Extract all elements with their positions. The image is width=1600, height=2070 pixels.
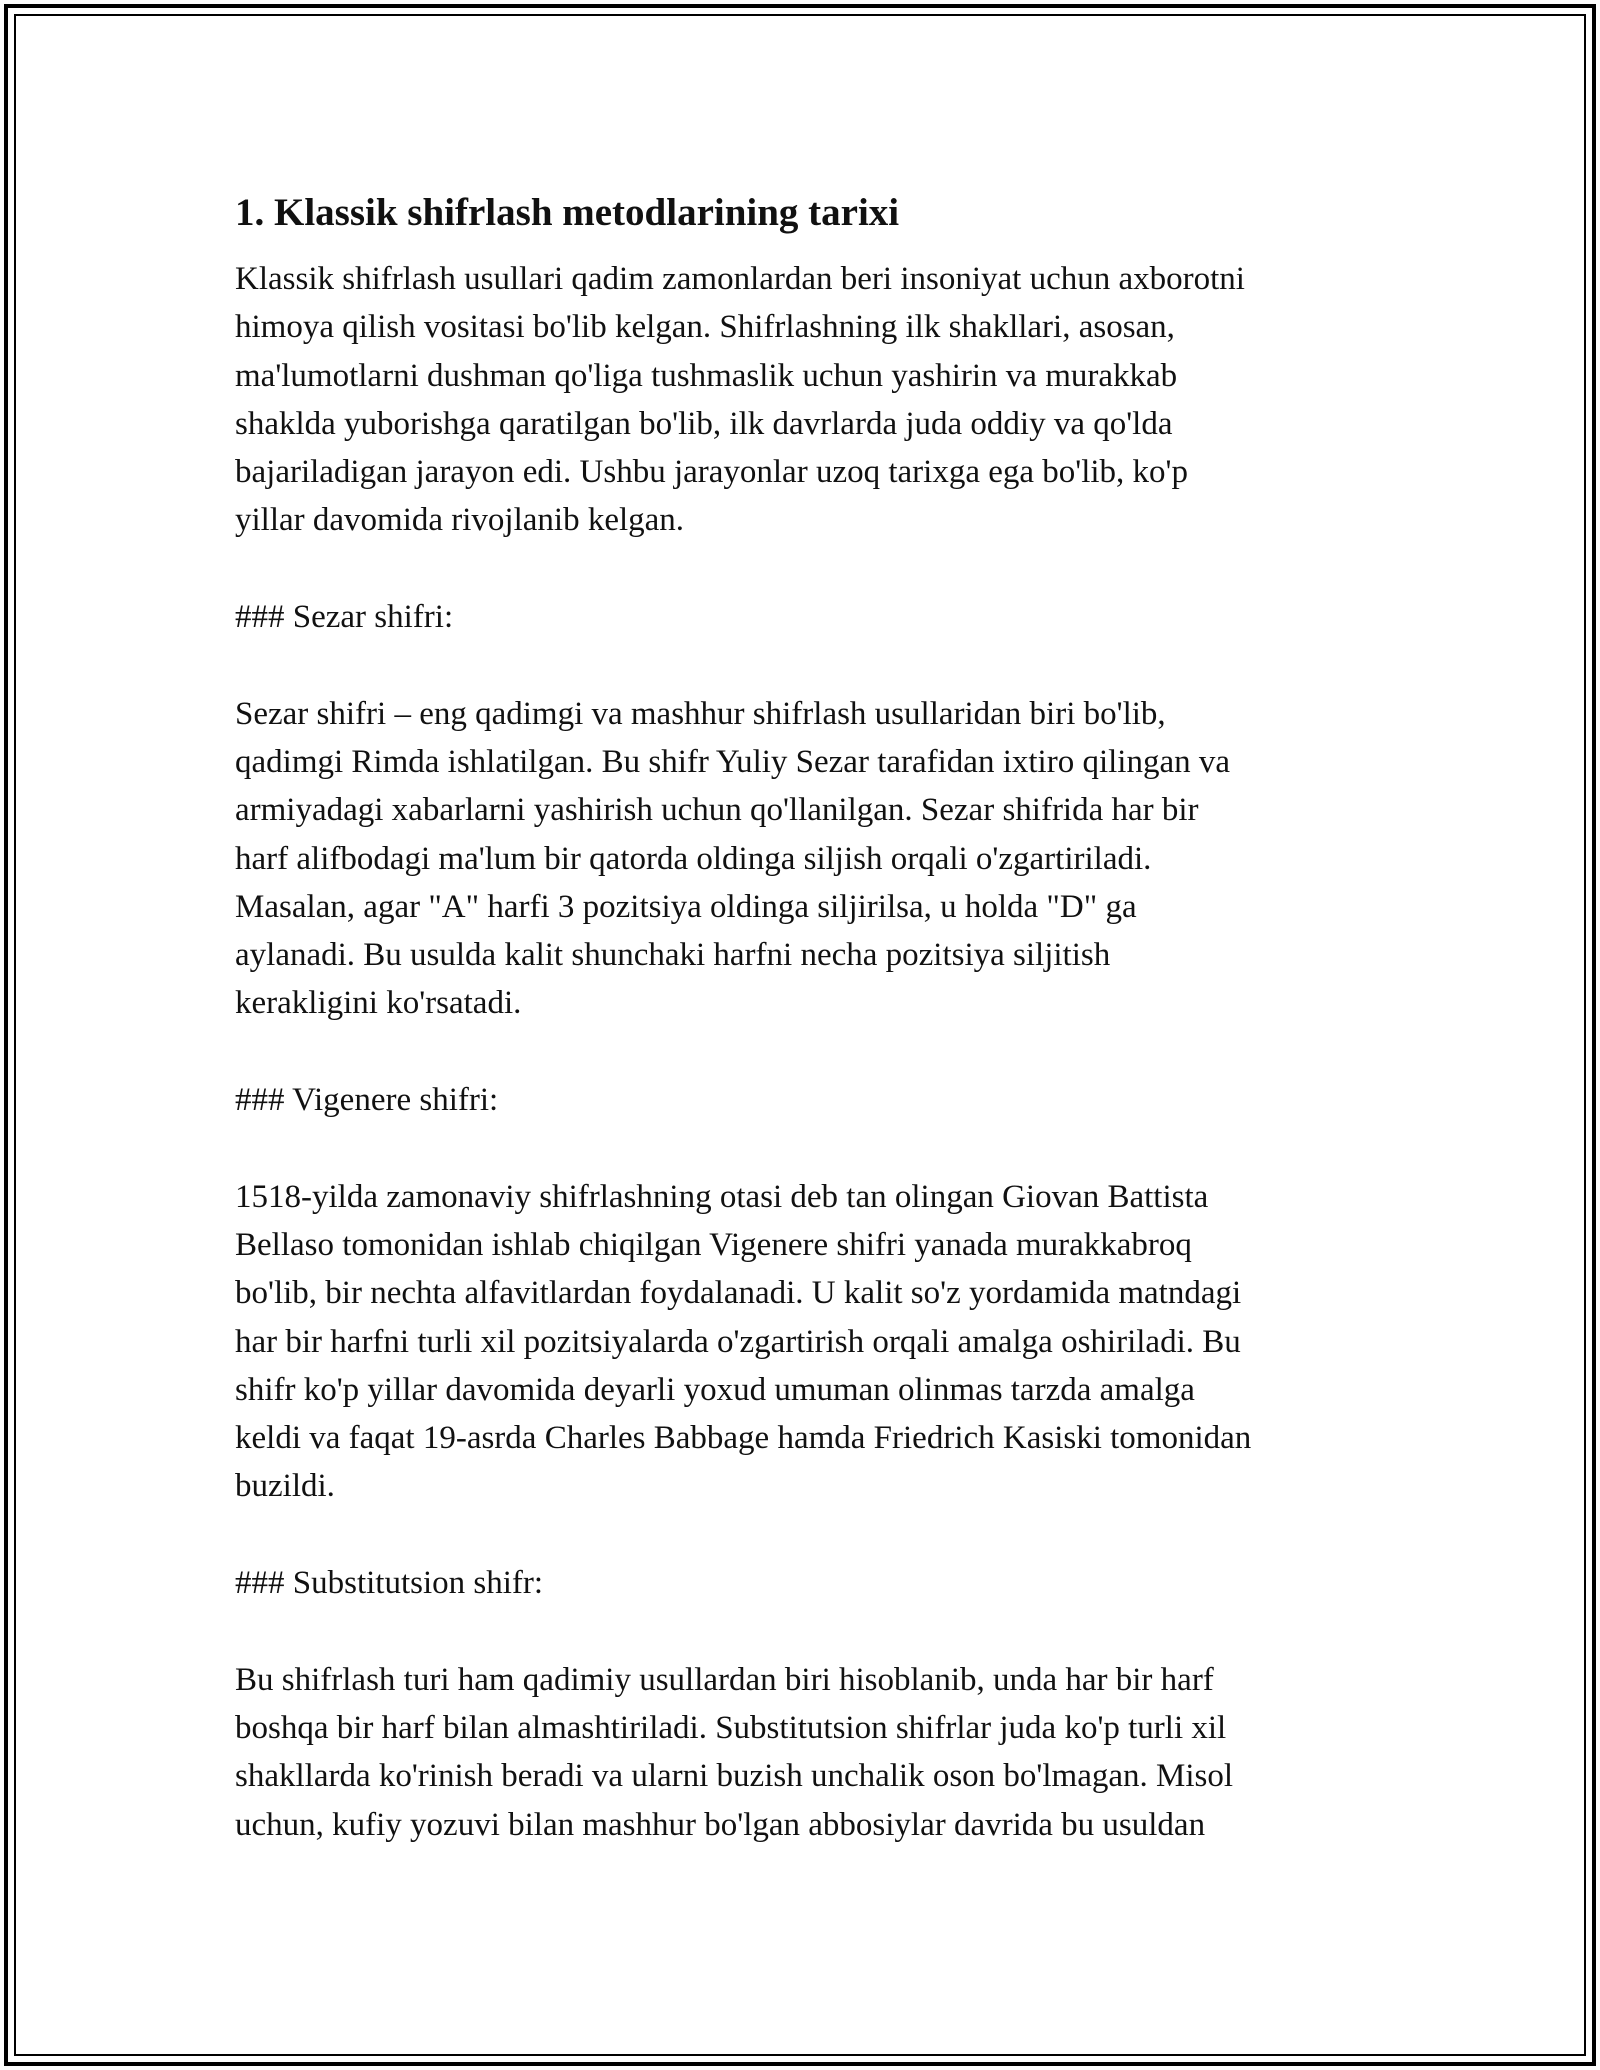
- paragraph-line: Sezar shifri – eng qadimgi va mashhur shifrlash usullaridan biri bo'lib,: [235, 695, 1166, 732]
- paragraph-line: Bellaso tomonidan ishlab chiqilgan Vigenere shifri yanada murakkabroq: [235, 1226, 1192, 1263]
- paragraph-line: shifr ko'p yillar davomida deyarli yoxud umuman olinmas tarzda amalga: [235, 1371, 1195, 1408]
- paragraph-line: armiyadagi xabarlarni yashirish uchun qo'llanilgan. Sezar shifrida har bir: [235, 792, 1199, 829]
- document-heading: 1. Klassik shifrlash metodlarining tarixi: [235, 191, 900, 234]
- paragraph-line: qadimgi Rimda ishlatilgan. Bu shifr Yuliy Sezar tarafidan ixtiro qilingan va: [235, 743, 1230, 780]
- paragraph-line: aylanadi. Bu usulda kalit shunchaki harfni necha pozitsiya siljitish: [235, 937, 1111, 974]
- paragraph-line: uchun, kufiy yozuvi bilan mashhur bo'lgan abbosiylar davrida bu usuldan: [235, 1806, 1206, 1843]
- paragraph-line: buzildi.: [235, 1468, 335, 1505]
- paragraph-line: bajariladigan jarayon edi. Ushbu jarayonlar uzoq tarixga ega bo'lib, ko'p: [235, 454, 1188, 491]
- section-title-substitutsion: [235, 1559, 1385, 1607]
- section-title-vigenere: [235, 1076, 1385, 1124]
- paragraph-line: Bu shifrlash turi ham qadimiy usullardan biri hisoblanib, unda har bir harf: [235, 1661, 1214, 1698]
- section-paragraph-vigenere: [235, 1173, 1385, 1511]
- paragraph-line: Masalan, agar "A" harfi 3 pozitsiya oldinga siljirilsa, u holda "D" ga: [235, 888, 1137, 925]
- paragraph-line: bo'lib, bir nechta alfavitlardan foydalanadi. U kalit so'z yordamida matndagi: [235, 1275, 1242, 1312]
- document-body: [235, 185, 1385, 1849]
- section-title-sezar: [235, 593, 1385, 641]
- paragraph-line: har bir harfni turli xil pozitsiyalarda o'zgartirish orqali amalga oshiriladi. Bu: [235, 1323, 1241, 1360]
- section-title: ### Sezar shifri:: [235, 599, 454, 636]
- paragraph-line: shaklda yuborishga qaratilgan bo'lib, ilk davrlarda juda oddiy va qo'lda: [235, 405, 1173, 442]
- paragraph-line: kerakligini ko'rsatadi.: [235, 985, 522, 1022]
- paragraph-line: ma'lumotlarni dushman qo'liga tushmaslik uchun yashirin va murakkab: [235, 357, 1178, 394]
- paragraph-line: keldi va faqat 19-asrda Charles Babbage hamda Friedrich Kasiski tomonidan: [235, 1420, 1252, 1457]
- paragraph-line: yillar davomida rivojlanib kelgan.: [235, 502, 685, 539]
- paragraph-line: shakllarda ko'rinish beradi va ularni buzish unchalik oson bo'lmagan. Misol: [235, 1758, 1234, 1795]
- paragraph-line: harf alifbodagi ma'lum bir qatorda oldinga siljish orqali o'zgartiriladi.: [235, 840, 1152, 877]
- paragraph-line: 1518-yilda zamonaviy shifrlashning otasi deb tan olingan Giovan Battista: [235, 1178, 1209, 1215]
- section-title: ### Vigenere shifri:: [235, 1082, 499, 1119]
- paragraph-line: himoya qilish vositasi bo'lib kelgan. Shifrlashning ilk shakllari, asosan,: [235, 309, 1175, 346]
- section-paragraph-sezar: [235, 690, 1385, 1028]
- section-paragraph-substitutsion: [235, 1656, 1385, 1849]
- section-title: ### Substitutsion shifr:: [235, 1565, 544, 1602]
- intro-paragraph: [235, 255, 1385, 545]
- paragraph-line: Klassik shifrlash usullari qadim zamonlardan beri insoniyat uchun axborotni: [235, 261, 1245, 297]
- paragraph-line: boshqa bir harf bilan almashtiriladi. Substitutsion shifrlar juda ko'p turli xil: [235, 1709, 1227, 1746]
